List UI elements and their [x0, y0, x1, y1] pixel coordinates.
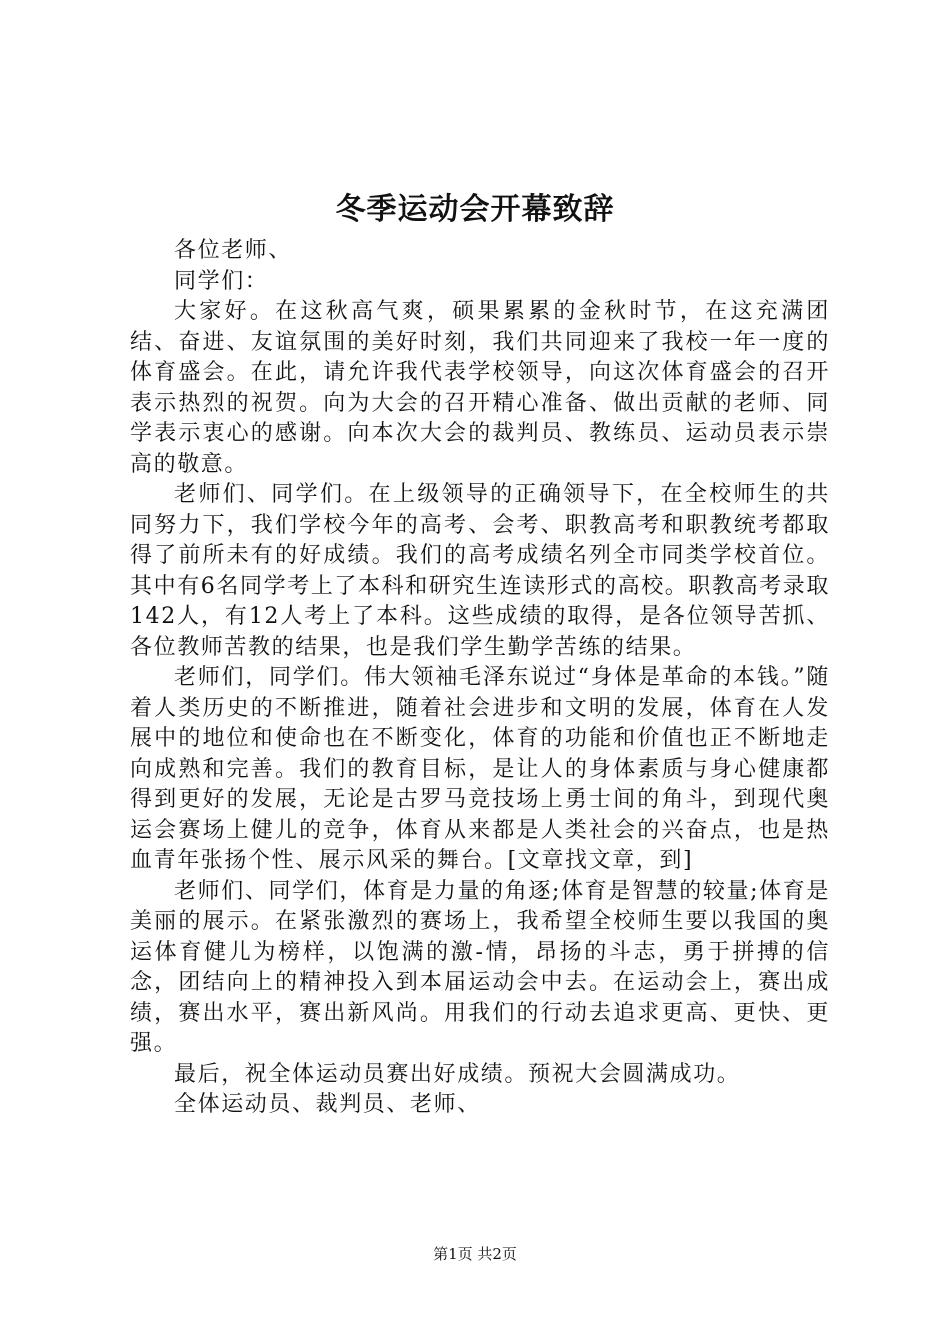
- document-body: [130, 236, 830, 1121]
- paragraph-greeting: 大家好。在这秋高气爽，硕果累累的金秋时节，在这充满团结、奋进、友谊氛围的美好时刻，我们共同迎来了我校一年一度的体育盛会。在此，请允许我代表学校领导，向这次体育盛会的召开表示热烈的祝贺。向为大会的召开精心准备、做出贡献的老师、同学表示衷心的感谢。向本次大会的裁判员、教练员、运动员表示崇高的敬意。: [130, 299, 830, 477]
- paragraph-encouragement: 老师们、同学们，体育是力量的角逐;体育是智慧的较量;体育是美丽的展示。在紧张激烈的赛场上，我希望全校师生要以我国的奥运体育健儿为榜样，以饱满的激-情，昂扬的斗志，勇于拼搏的信念，团结向上的精神投入到本届运动会中去。在运动会上，赛出成绩，赛出水平，赛出新风尚。用我们的行动去追求更高、更快、更强。: [130, 878, 830, 1056]
- paragraph-sports-meaning: 老师们，同学们。伟大领袖毛泽东说过“身体是革命的本钱。”随着人类历史的不断推进，随着社会进步和文明的发展，体育在人发展中的地位和使命也在不断变化，体育的功能和价值也正不断地走向成熟和完善。我们的教育目标，是让人的身体素质与身心健康都得到更好的发展，无论是古罗马竞技场上勇士间的角斗，到现代奥运会赛场上健儿的竞争，体育从来都是人类社会的兴奋点，也是热血青年张扬个性、展示风采的舞台。[文章找文章，到]: [130, 665, 830, 873]
- paragraph-address-all: 全体运动员、裁判员、老师、: [174, 1092, 481, 1117]
- salutation-line-1: 各位老师、: [174, 238, 293, 263]
- salutation-line-2: 同学们：: [174, 268, 269, 294]
- paragraph-closing-wish: 最后，祝全体运动员赛出好成绩。预祝大会圆满成功。: [174, 1061, 741, 1087]
- page-number-footer: 第1页 共2页: [433, 1245, 517, 1263]
- document-title: 冬季运动会开幕致辞: [335, 192, 615, 227]
- paragraph-achievements: 老师们、同学们。在上级领导的正确领导下，在全校师生的共同努力下，我们学校今年的高考、会考、职教高考和职教统考都取得了前所未有的好成绩。我们的高考成绩名列全市同类学校首位。其中有6名同学考上了本科和研究生连读形式的高校。职教高考录取142人，有12人考上了本科。这些成绩的取得，是各位领导苦抓、各位教师苦教的结果，也是我们学生勤学苦练的结果。: [130, 482, 830, 660]
